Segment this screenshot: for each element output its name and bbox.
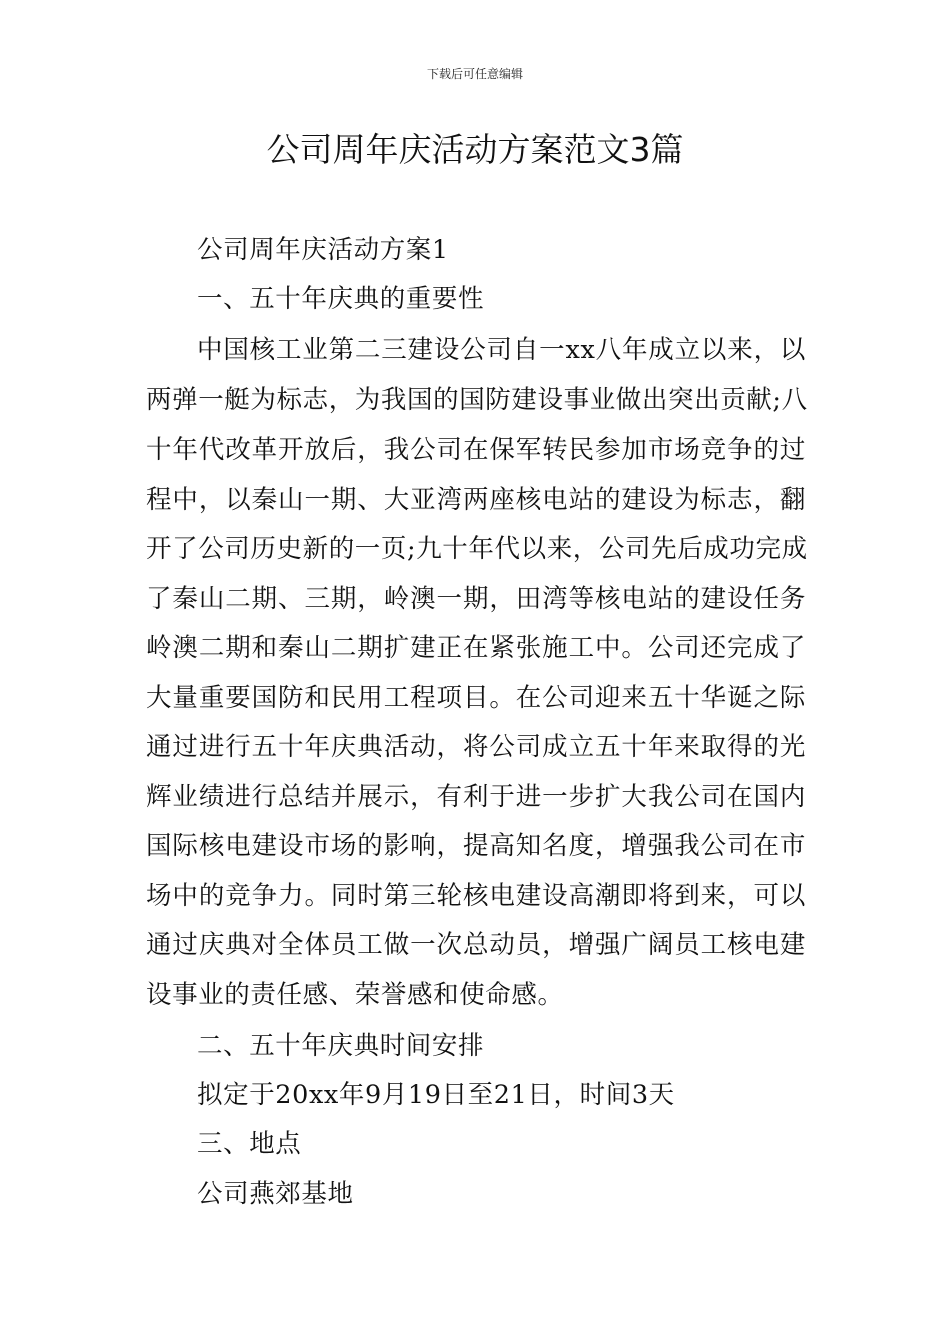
paragraph-line: 设事业的责任感、荣誉感和使命感。 [146, 980, 564, 1010]
section2-heading: 二、五十年庆典时间安排 [197, 1031, 485, 1061]
plan-heading: 公司周年庆活动方案1 [197, 235, 449, 265]
paragraph-line: 两弹一艇为标志，为我国的国防建设事业做出突出贡献;八 [146, 385, 808, 415]
header-note: 下载后可任意编辑 [426, 67, 523, 81]
paragraph-line: 了秦山二期、三期，岭澳一期，田湾等核电站的建设任务 [146, 584, 806, 614]
paragraph-line: 十年代改革开放后，我公司在保军转民参加市场竞争的过 [146, 435, 806, 465]
paragraph-line: 场中的竞争力。同时第三轮核电建设高潮即将到来，可以 [146, 881, 806, 911]
paragraph-line: 通过进行五十年庆典活动，将公司成立五十年来取得的光 [146, 732, 806, 762]
paragraph-line: 国际核电建设市场的影响，提高知名度，增强我公司在市 [146, 831, 806, 861]
paragraph-line: 辉业绩进行总结并展示，有利于进一步扩大我公司在国内 [146, 782, 806, 812]
section3-text: 公司燕郊基地 [197, 1179, 354, 1209]
paragraph-line: 通过庆典对全体员工做一次总动员，增强广阔员工核电建 [146, 930, 806, 960]
paragraph-line: 程中，以秦山一期、大亚湾两座核电站的建设为标志，翻 [146, 485, 806, 515]
paragraph-line: 开了公司历史新的一页;九十年代以来，公司先后成功完成 [146, 534, 808, 564]
section3-heading: 三、地点 [197, 1129, 302, 1159]
paragraph-line: 岭澳二期和秦山二期扩建正在紧张施工中。公司还完成了 [146, 633, 806, 663]
paragraph-line: 大量重要国防和民用工程项目。在公司迎来五十华诞之际 [146, 683, 806, 713]
document-title: 公司周年庆活动方案范文3篇 [266, 130, 684, 169]
section1-heading: 一、五十年庆典的重要性 [197, 284, 485, 314]
paragraph-line: 中国核工业第二三建设公司自一xx八年成立以来，以 [197, 335, 806, 365]
section2-text: 拟定于20xx年9月19日至21日，时间3天 [197, 1080, 675, 1110]
